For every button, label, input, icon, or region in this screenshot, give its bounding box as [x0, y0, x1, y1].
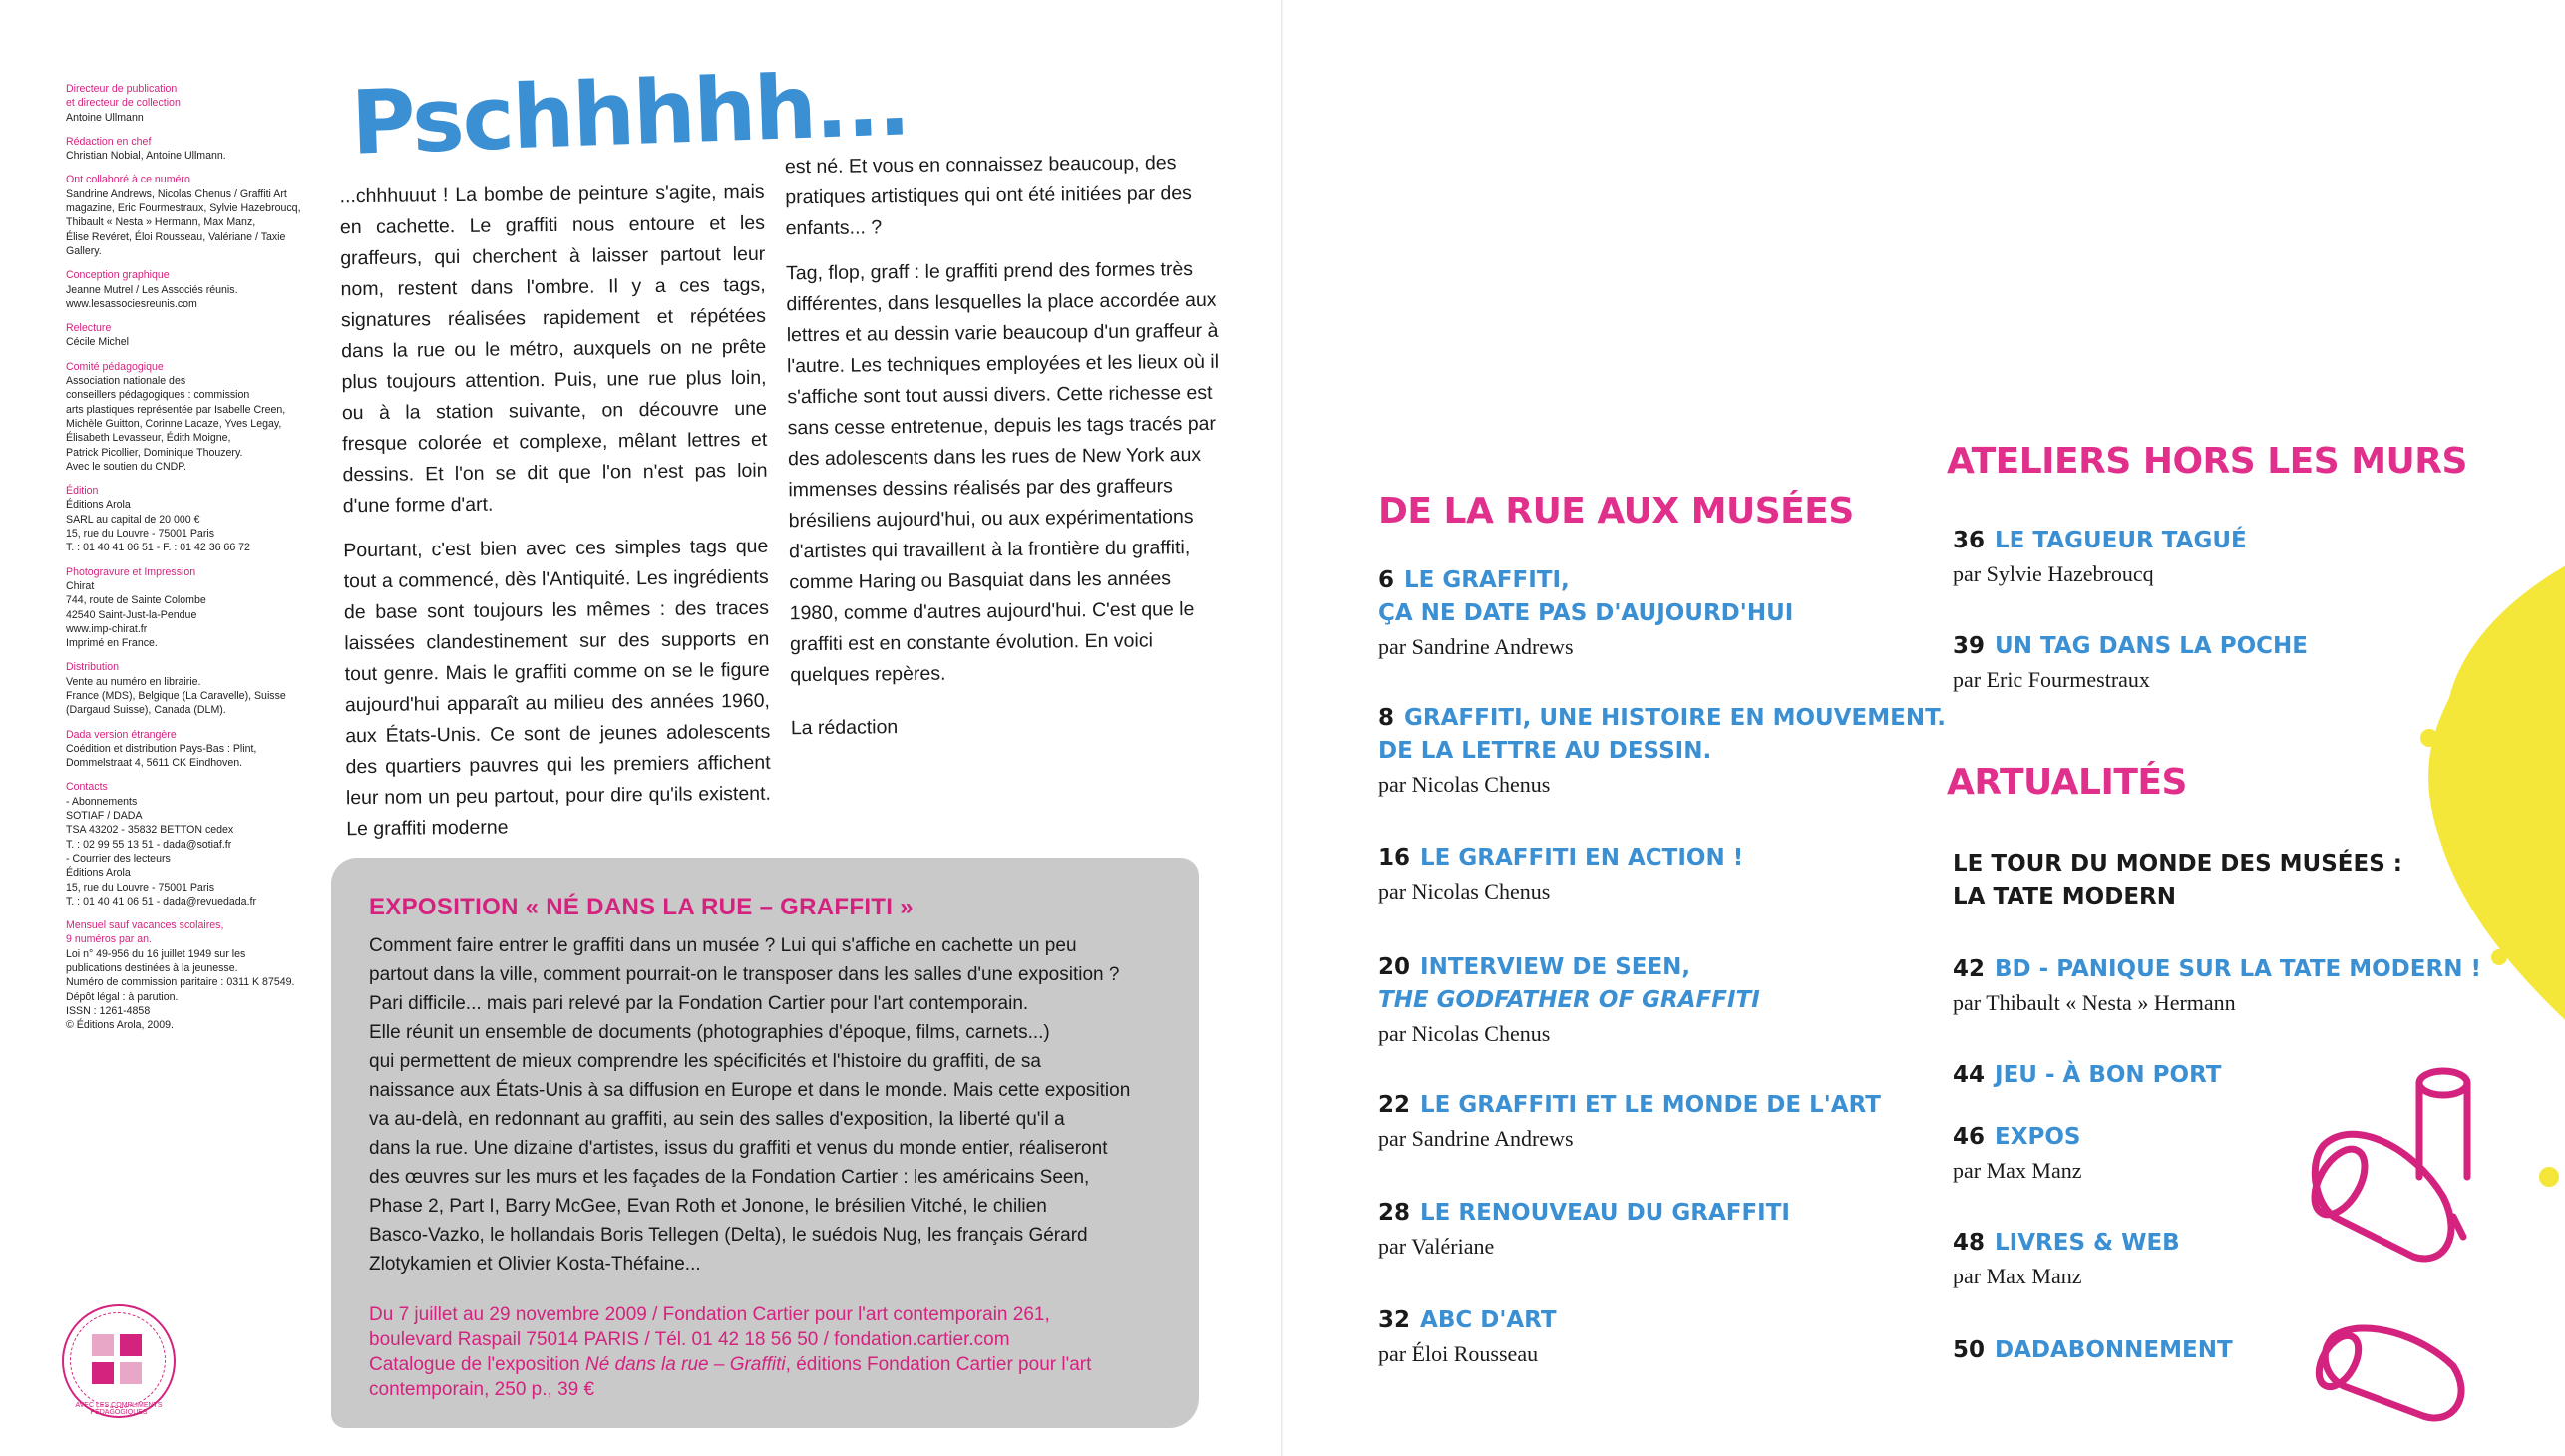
- exhibition-line: dans la rue. Une dizaine d'artistes, issus du graffiti et venus du monde entier, réaliseront: [369, 1138, 1108, 1159]
- credit-title: Relecture: [66, 322, 112, 335]
- toc-title: [1378, 564, 1793, 597]
- credit-block: [66, 484, 291, 554]
- toc-title-line: UN TAG DANS LA POCHE: [1995, 633, 2308, 659]
- toc-author: par Valériane: [1378, 1234, 1495, 1259]
- page-spine: [1281, 0, 1284, 1456]
- exhibition-line: naissance aux États-Unis à sa diffusion en Europe et dans le monde. Mais cette exposition: [369, 1080, 1131, 1101]
- credit-line: Avec le soutien du CNDP.: [66, 460, 186, 473]
- credit-line: ISSN : 1261-4858: [66, 1004, 151, 1017]
- credit-block: [66, 660, 291, 717]
- credit-block: [66, 565, 291, 651]
- seal-text: AVEC LES COMPLIMENTS PÉDAGOGIQUES: [75, 1402, 163, 1416]
- credit-block: [66, 918, 295, 1032]
- toc-author: par Éloi Rousseau: [1378, 1341, 1539, 1366]
- exhibition-info: [369, 1302, 1177, 1402]
- intro-paragraph: Pourtant, c'est bien avec ces simples tags que tout a commencé, dès l'Antiquité. Les ingrédients de base sont toujours les mêmes : des traces laissées clandestinement sur des supports en tout genre. Mais le graffiti comme on se le figure aujourd'hui apparaît au milieu des années 1960, aux États-Unis. Ce sont de jeunes adolescents des quartiers pauvres qui les premiers affichent leur nom un peu partout, pour dire qu'ils existent. Le graffiti moderne: [343, 535, 772, 841]
- seal-ring: [70, 1312, 166, 1408]
- toc-title: [1953, 848, 2402, 881]
- credit-title: Rédaction en chef: [66, 135, 152, 148]
- toc-title: [1378, 951, 1760, 984]
- credit-line: Élisabeth Levasseur, Édith Moigne,: [66, 432, 231, 445]
- toc-entry[interactable]: [1378, 564, 1793, 664]
- credit-title: Conception graphique: [66, 269, 170, 282]
- credit-line: © Éditions Arola, 2009.: [66, 1019, 174, 1032]
- exhibition-line: Pari difficile... mais pari relevé par la Fondation Cartier pour l'art contemporain.: [369, 993, 1029, 1014]
- credit-line: Thibault « Nesta » Hermann, Max Manz,: [66, 216, 256, 229]
- toc-page: 6: [1378, 567, 1395, 593]
- toc-author: par Max Manz: [1953, 1264, 2082, 1288]
- credit-line: Coédition et distribution Pays-Bas : Plint,: [66, 742, 257, 755]
- toc-title: [1378, 702, 1946, 735]
- catalogue-prefix: Catalogue de l'exposition: [369, 1354, 585, 1375]
- toc-page: 22: [1378, 1092, 1411, 1118]
- toc-title-line: LE TAGUEUR TAGUÉ: [1995, 528, 2247, 553]
- exhibition-catalogue: [369, 1352, 1177, 1377]
- exhibition-line: qui permettent de mieux comprendre les spécificités et l'histoire du graffiti, de sa: [369, 1051, 1041, 1072]
- toc-author: par Thibault « Nesta » Hermann: [1953, 990, 2236, 1015]
- toc-title: [1378, 984, 1760, 1017]
- credits-column: [66, 82, 301, 1043]
- toc-title: [1953, 881, 2402, 913]
- toc-title-line: GRAFFITI, UNE HISTOIRE EN MOUVEMENT.: [1404, 705, 1946, 731]
- spray-can-icon: [2294, 1037, 2513, 1456]
- toc-page: 20: [1378, 954, 1411, 980]
- toc-title: [1378, 1304, 1557, 1337]
- toc-title: [1378, 1197, 1790, 1230]
- credit-line: www.imp-chirat.fr: [66, 622, 148, 635]
- credit-line: Imprimé en France.: [66, 637, 158, 650]
- catalogue-title: Né dans la rue – Graffiti: [585, 1354, 786, 1375]
- toc-title: [1953, 525, 2247, 557]
- headline: Pschhhhh...: [349, 52, 911, 175]
- credit-line: Cécile Michel: [66, 336, 129, 349]
- credit-line: Éditions Arola: [66, 867, 131, 880]
- credit-line: Patrick Picollier, Dominique Thouzery.: [66, 446, 243, 459]
- toc-entry[interactable]: [1378, 1304, 1557, 1371]
- toc-title: [1953, 953, 2481, 986]
- exhibition-price: contemporain, 250 p., 39 €: [369, 1379, 595, 1400]
- signature: La rédaction: [790, 716, 899, 740]
- credit-line: SARL au capital de 20 000 €: [66, 513, 200, 526]
- seal-square: [92, 1362, 114, 1384]
- exhibition-title: EXPOSITION « NÉ DANS LA RUE – GRAFFITI »: [369, 894, 914, 920]
- section-heading-actualites: ARTUALITÉS: [1947, 762, 2187, 803]
- toc-title: [1953, 1334, 2233, 1367]
- credit-line: Numéro de commission paritaire : 0311 K 87549.: [66, 976, 295, 989]
- credit-title: Édition: [66, 485, 99, 498]
- toc-page: 50: [1953, 1337, 1986, 1363]
- exhibition-line: Elle réunit un ensemble de documents (photographies d'époque, films, carnets...): [369, 1022, 1050, 1043]
- credit-line: Élise Revéret, Éloi Rousseau, Valériane / Taxie: [66, 230, 286, 243]
- toc-author: par Nicolas Chenus: [1378, 1021, 1551, 1046]
- compliments-seal: [62, 1304, 176, 1418]
- exhibition-dates: Du 7 juillet au 29 novembre 2009 / Fondation Cartier pour l'art contemporain 261,: [369, 1304, 1050, 1325]
- toc-entry[interactable]: [1378, 951, 1760, 1051]
- toc-author: par Sandrine Andrews: [1378, 634, 1574, 659]
- credit-line: - Abonnements: [66, 795, 138, 808]
- credit-title: Comité pédagogique: [66, 360, 164, 373]
- credit-title: Mensuel sauf vacances scolaires,: [66, 919, 224, 932]
- credit-line: (Dargaud Suisse), Canada (DLM).: [66, 704, 226, 717]
- toc-title: ÇA NE DATE PAS D'AUJOURD'HUI: [1378, 600, 1794, 626]
- toc-author: par Nicolas Chenus: [1378, 772, 1551, 797]
- credit-line: T. : 01 40 41 06 51 - F. : 01 42 36 66 72: [66, 542, 250, 554]
- credit-line: - Courrier des lecteurs: [66, 852, 171, 865]
- credit-title: Ont collaboré à ce numéro: [66, 174, 190, 186]
- toc-author: par Max Manz: [1953, 1158, 2082, 1183]
- toc-page: 36: [1953, 528, 1986, 553]
- intro-paragraph: ...chhhuuut ! La bombe de peinture s'agite, mais en cachette. Le graffiti nous entoure et les graffeurs, qui cherchent à laisser partout leur nom, restent dans l'ombre. Il y a ces tags, signatures réalisées rapidement et répétées dans la rue ou le métro, auxquels on ne prête plus toujours attention. Puis, une rue plus loin, ou à la station suivante, on découvre une fresque colorée et complexe, mêlant lettres et dessins. Et l'on se dit que l'on n'est pas loin d'une forme d'art.: [339, 181, 768, 518]
- toc-entry[interactable]: [1953, 1121, 2082, 1188]
- credit-line: publications destinées à la jeunesse.: [66, 962, 238, 975]
- credit-line: 42540 Saint-Just-la-Pendue: [66, 608, 197, 621]
- exhibition-line: Comment faire entrer le graffiti dans un musée ? Lui qui s'affiche en cachette un peu: [369, 935, 1077, 956]
- exhibition-line: partout dans la ville, comment pourrait-on le transposer dans les salles d'une exposition ?: [369, 964, 1120, 985]
- toc-page: 48: [1953, 1230, 1986, 1256]
- toc-title: [1378, 842, 1743, 875]
- toc-page: 39: [1953, 633, 1986, 659]
- exhibition-line: Zlotykamien et Olivier Kosta-Théfaine...: [369, 1254, 701, 1274]
- exhibition-line: Basco-Vazko, le hollandais Boris Tellegen (Delta), le suédois Nug, les français Gérard: [369, 1225, 1088, 1246]
- credit-title: Dada version étrangère: [66, 728, 177, 741]
- toc-title-line: LIVRES & WEB: [1995, 1230, 2180, 1256]
- credit-line: Christian Nobial, Antoine Ullmann.: [66, 150, 226, 163]
- credit-title: Photogravure et Impression: [66, 565, 196, 578]
- toc-title-line: BD - PANIQUE SUR LA TATE MODERN !: [1995, 956, 2481, 982]
- toc-title-line: LE GRAFFITI EN ACTION !: [1420, 845, 1744, 871]
- credit-block: [66, 82, 291, 125]
- toc-title: [1953, 1227, 2180, 1260]
- credit-block: [66, 321, 291, 350]
- toc-entry[interactable]: [1953, 848, 2402, 913]
- credit-block: [66, 780, 291, 909]
- toc-page: 42: [1953, 956, 1986, 982]
- toc-title-line: LE TOUR DU MONDE DES MUSÉES :: [1953, 851, 2402, 877]
- toc-page: 46: [1953, 1124, 1986, 1150]
- toc-page: 8: [1378, 705, 1395, 731]
- credit-line: Loi n° 49-956 du 16 juillet 1949 sur les: [66, 947, 246, 960]
- credit-line: T. : 01 40 41 06 51 - dada@revuedada.fr: [66, 895, 256, 908]
- section-heading-rue: DE LA RUE AUX MUSÉES: [1378, 491, 1854, 532]
- toc-entry[interactable]: [1953, 1227, 2180, 1293]
- credit-block: [66, 135, 291, 164]
- section-heading-ateliers: ATELIERS HORS LES MURS: [1947, 441, 2467, 482]
- credit-line: magazine, Eric Fourmestraux, Sylvie Hazebroucq,: [66, 202, 301, 215]
- credit-line: arts plastiques représentée par Isabelle Creen,: [66, 403, 286, 416]
- credit-line: Vente au numéro en librairie.: [66, 675, 201, 688]
- credit-line: Éditions Arola: [66, 499, 131, 512]
- toc-title-line: DADABONNEMENT: [1995, 1337, 2233, 1363]
- toc-entry[interactable]: [1378, 702, 1946, 802]
- exhibition-line: des œuvres sur les murs et les façades de la Fondation Cartier : les américains Seen,: [369, 1167, 1090, 1188]
- toc-entry[interactable]: [1953, 630, 2308, 697]
- toc-author: par Nicolas Chenus: [1378, 879, 1551, 904]
- intro-column-2: [785, 148, 1226, 759]
- intro-paragraph: est né. Et vous en connaissez beaucoup, des pratiques artistiques qui ont été initiées par des enfants... ?: [784, 152, 1192, 240]
- toc-title-line: LE RENOUVEAU DU GRAFFITI: [1420, 1200, 1790, 1226]
- toc-title-line: EXPOS: [1995, 1124, 2081, 1150]
- credit-title: 9 numéros par an.: [66, 933, 152, 946]
- toc-title-line: JEU - À BON PORT: [1995, 1062, 2222, 1088]
- toc-title-line: LE GRAFFITI,: [1404, 567, 1570, 593]
- toc-title-line: LE GRAFFITI ET LE MONDE DE L'ART: [1420, 1092, 1881, 1118]
- credit-block: [66, 360, 291, 474]
- seal-square: [120, 1362, 142, 1384]
- credit-line: SOTIAF / DADA: [66, 810, 143, 823]
- toc-entry[interactable]: [1953, 953, 2481, 1020]
- toc-title: [1953, 1121, 2082, 1154]
- exhibition-line: Phase 2, Part I, Barry McGee, Evan Roth et Jonone, le brésilien Vitché, le chilien: [369, 1196, 1047, 1217]
- left-page: [0, 0, 1282, 1456]
- toc-title-line: INTERVIEW DE SEEN,: [1420, 954, 1691, 980]
- toc-author: par Eric Fourmestraux: [1953, 667, 2150, 692]
- toc-title: [1953, 630, 2308, 663]
- toc-page: 28: [1378, 1200, 1411, 1226]
- seal-square: [92, 1334, 114, 1356]
- credit-line: TSA 43202 - 35832 BETTON cedex: [66, 824, 234, 837]
- credit-block: [66, 728, 291, 771]
- toc-page: 44: [1953, 1062, 1986, 1088]
- credit-line: Association nationale des: [66, 375, 186, 388]
- toc-title-line: ABC D'ART: [1420, 1307, 1557, 1333]
- toc-author: par Sandrine Andrews: [1378, 1126, 1574, 1151]
- intro-paragraph: Tag, flop, graff : le graffiti prend des formes très différentes, dans lesquelles la place accordée aux lettres et au dessin varie beaucoup d'un graffeur à l'autre. Les techniques employées et les lieux où il s'affiche sont tout aussi divers. Cette richesse est sans cesse entretenue, depuis les tags tracés par des adolescents dans les rues de New York aux immenses dessins réalisés par des graffeurs brésiliens aujourd'hui, ou aux expérimentations d'artistes qui travaillent à la frontière du graffiti, comme Haring ou Basquiat dans les années 1980, comme d'autres aujourd'hui. C'est que le graffiti est en constante évolution. En voici quelques repères.: [785, 258, 1220, 687]
- catalogue-suffix: , éditions Fondation Cartier pour l'art: [785, 1354, 1092, 1375]
- toc-author: par Sylvie Hazebroucq: [1953, 561, 2154, 586]
- toc-entry[interactable]: [1953, 1334, 2233, 1367]
- toc-entry[interactable]: [1953, 525, 2247, 591]
- credit-line: Jeanne Mutrel / Les Associés réunis.: [66, 283, 238, 296]
- credit-line: 15, rue du Louvre - 75001 Paris: [66, 881, 214, 894]
- credit-line: Sandrine Andrews, Nicolas Chenus / Graffiti Art: [66, 187, 287, 200]
- toc-title-line: THE GODFATHER OF GRAFFITI: [1378, 987, 1760, 1013]
- toc-entry[interactable]: [1378, 1197, 1790, 1264]
- intro-column-1: [339, 178, 771, 859]
- credit-line: Gallery.: [66, 244, 102, 257]
- exhibition-address: boulevard Raspail 75014 PARIS / Tél. 01 42 18 56 50 / fondation.cartier.com: [369, 1329, 1010, 1350]
- credit-block: [66, 268, 291, 311]
- right-page: [1282, 0, 2565, 1456]
- credit-title: Contacts: [66, 781, 108, 794]
- credit-title: Directeur de publication: [66, 83, 178, 95]
- toc-title: [1378, 1089, 1881, 1122]
- credit-line: www.lesassociesreunis.com: [66, 297, 197, 310]
- credit-line: 15, rue du Louvre - 75001 Paris: [66, 528, 214, 541]
- credit-line: Michèle Guitton, Corinne Lacaze, Yves Legay,: [66, 417, 282, 430]
- credit-title: et directeur de collection: [66, 97, 181, 110]
- credit-line: conseillers pédagogiques : commission: [66, 389, 250, 402]
- toc-entry[interactable]: [1953, 1059, 2221, 1092]
- credit-line: Dommelstraat 4, 5611 CK Eindhoven.: [66, 757, 243, 770]
- credit-line: Antoine Ullmann: [66, 111, 144, 124]
- exhibition-line: va au-delà, en redonnant au graffiti, au sein des salles d'exposition, la liberté qu'il a: [369, 1109, 1065, 1130]
- credit-block: [66, 173, 301, 258]
- toc-title-line: LA TATE MODERN: [1953, 884, 2176, 910]
- credit-line: Chirat: [66, 579, 95, 592]
- credit-title: Distribution: [66, 661, 119, 674]
- credit-line: France (MDS), Belgique (La Caravelle), Suisse: [66, 689, 286, 702]
- credit-line: Dépôt légal : à parution.: [66, 990, 179, 1003]
- credit-line: 744, route de Sainte Colombe: [66, 594, 206, 607]
- toc-entry[interactable]: [1378, 1089, 1881, 1156]
- toc-title: [1953, 1059, 2221, 1092]
- seal-square: [120, 1334, 142, 1356]
- toc-title: DE LA LETTRE AU DESSIN.: [1378, 738, 1712, 764]
- toc-page: 32: [1378, 1307, 1411, 1333]
- toc-entry[interactable]: [1378, 842, 1743, 909]
- credit-line: T. : 02 99 55 13 51 - dada@sotiaf.fr: [66, 838, 232, 851]
- exhibition-text: [369, 931, 1177, 1278]
- toc-page: 16: [1378, 845, 1411, 871]
